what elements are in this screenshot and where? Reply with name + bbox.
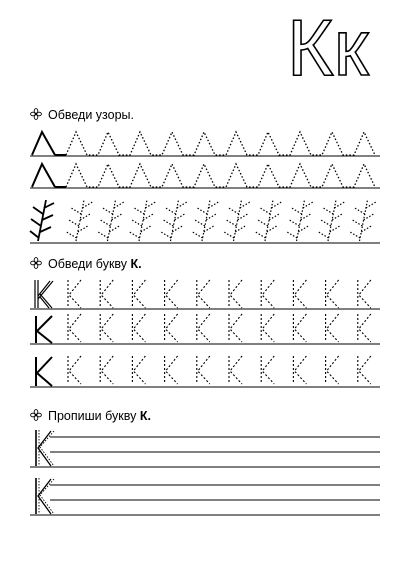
instruction-letter: К. <box>130 257 142 271</box>
branch-sample <box>30 200 54 241</box>
letter-k-trace <box>293 280 306 308</box>
letter-k-trace <box>68 356 81 384</box>
letter-k-trace <box>100 280 113 308</box>
branch-trace <box>224 200 250 241</box>
letter-k-trace <box>358 314 371 342</box>
letter-k-trace <box>293 314 306 342</box>
letter-k-trace <box>68 280 81 308</box>
letter-k-trace <box>326 314 339 342</box>
branch-trace <box>193 200 219 241</box>
letter-k-trace <box>358 356 371 384</box>
instruction-text: Пропиши букву <box>48 409 140 423</box>
letter-k-trace <box>165 356 178 384</box>
branch-trace <box>319 200 345 241</box>
instruction-letter: К. <box>139 409 151 423</box>
letter-k-trace <box>358 280 371 308</box>
branch-trace <box>287 200 313 241</box>
letter-k-trace <box>197 314 210 342</box>
letter-k-sample-outline <box>35 280 53 308</box>
letter-k-trace <box>261 314 274 342</box>
letter-k-trace <box>100 356 113 384</box>
letter-k-trace <box>100 314 113 342</box>
letter-k-trace <box>229 280 242 308</box>
branch-trace <box>256 200 282 241</box>
letter-k-trace <box>326 356 339 384</box>
letter-k-trace <box>197 356 210 384</box>
pattern-row-2 <box>30 164 380 188</box>
letter-row-3 <box>30 356 380 387</box>
branch-trace <box>98 200 124 241</box>
letter-k-trace <box>165 314 178 342</box>
letter-k-trace <box>261 356 274 384</box>
letter-k-trace <box>165 280 178 308</box>
letter-k-sample <box>36 357 52 386</box>
letter-k-trace <box>229 314 242 342</box>
letter-k-trace <box>229 356 242 384</box>
letter-k-trace <box>132 356 145 384</box>
branch-trace <box>130 200 156 241</box>
letter-k-trace <box>132 280 145 308</box>
branch-trace <box>350 200 376 241</box>
writing-row-1 <box>30 430 380 467</box>
pattern-row-1 <box>30 132 380 156</box>
letter-k-trace <box>326 280 339 308</box>
writing-row-2 <box>30 478 380 515</box>
instruction-text: Обведи узоры. <box>48 108 135 122</box>
letter-k-trace <box>197 280 210 308</box>
letter-k-trace <box>293 356 306 384</box>
instruction-text: Обведи букву <box>48 257 131 271</box>
letter-k-trace <box>261 280 274 308</box>
letter-k-guide <box>36 430 54 466</box>
title-letter-pair: Кк <box>287 3 369 90</box>
letter-k-trace <box>68 314 81 342</box>
branch-trace <box>161 200 187 241</box>
letter-k-trace <box>132 314 145 342</box>
letter-k-sample <box>36 316 52 343</box>
letter-k-guide <box>36 478 54 514</box>
branch-trace-group <box>67 200 376 241</box>
letter-row-2 <box>30 314 380 344</box>
pattern-row-3-branches <box>30 200 380 243</box>
branch-trace <box>67 200 93 241</box>
letter-row-1 <box>30 280 380 309</box>
